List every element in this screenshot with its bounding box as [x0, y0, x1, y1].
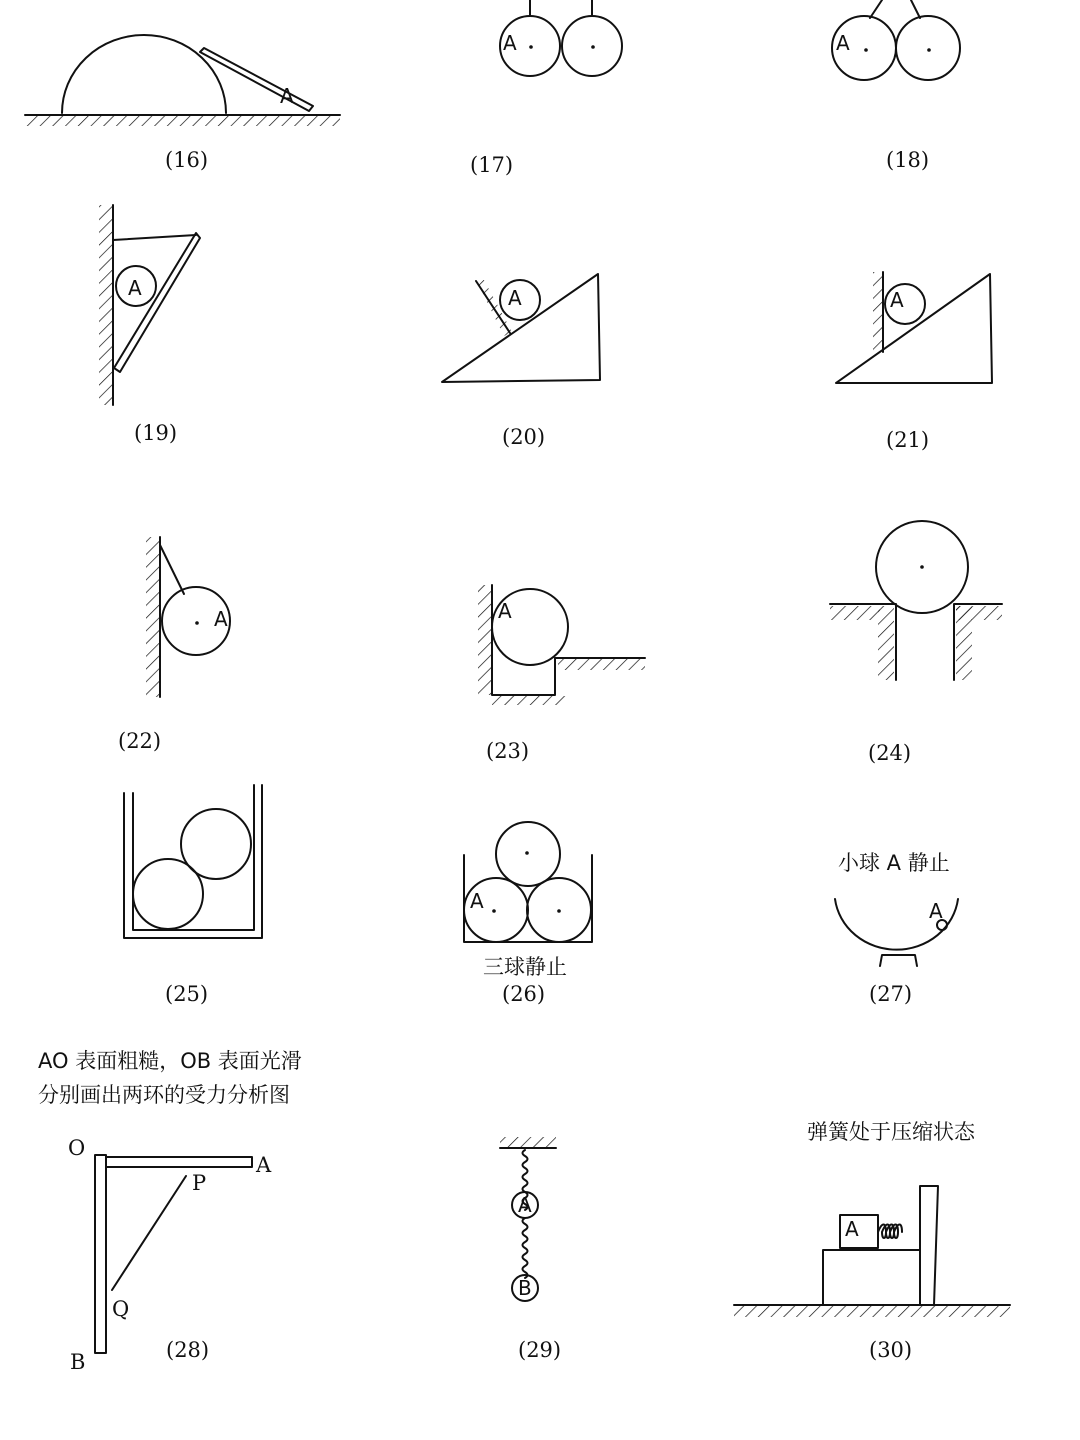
figure-16	[25, 35, 340, 172]
horizontal-bar-oa	[106, 1157, 252, 1167]
top-ball-center	[525, 851, 529, 855]
ball-center	[195, 621, 199, 625]
point-o-label: O	[68, 1136, 86, 1160]
figure-17	[470, 0, 622, 177]
support-string	[113, 235, 196, 240]
figure-23	[478, 585, 645, 763]
step-hatch	[558, 658, 645, 670]
vertical-board	[920, 1186, 938, 1305]
figure-label-26: (26)	[502, 982, 546, 1006]
object-a-label: A	[890, 288, 904, 312]
container	[124, 785, 262, 938]
figure-26	[464, 822, 592, 1006]
ball-a-center	[864, 48, 868, 52]
point-p-label: P	[192, 1171, 207, 1195]
object-a-label: A	[128, 276, 142, 300]
left-wall-hatch	[478, 585, 492, 695]
ball-b-center	[591, 45, 595, 49]
ball-a-center	[529, 45, 533, 49]
caption-spring-compressed: 弹簧处于压缩状态	[807, 1120, 975, 1144]
figure-21	[836, 272, 992, 452]
object-a-label: A	[518, 1193, 532, 1217]
figure-label-17: (17)	[470, 153, 514, 177]
figure-label-29: (29)	[518, 1338, 562, 1362]
figure-label-18: (18)	[886, 148, 930, 172]
figure-label-23: (23)	[486, 739, 530, 763]
figure-22	[118, 537, 230, 753]
ball-b-center	[927, 48, 931, 52]
figure-label-30: (30)	[869, 1338, 913, 1362]
figure-label-27: (27)	[869, 982, 913, 1006]
step-outline	[492, 585, 645, 695]
figure-20	[442, 274, 600, 449]
connecting-rod-pq	[112, 1176, 186, 1290]
ball-a-center	[492, 909, 496, 913]
right-ball-center	[557, 909, 561, 913]
caption-ball-a-static: 小球 A 静止	[838, 851, 950, 875]
incline-wall	[476, 281, 510, 333]
figure-label-21: (21)	[886, 428, 930, 452]
object-a-label: A	[508, 286, 522, 310]
wedge	[836, 274, 992, 383]
vertical-bar-ob	[95, 1155, 106, 1353]
left-slot-wall-hatch	[878, 606, 894, 680]
object-a-label: A	[498, 599, 512, 623]
ground-hatch	[25, 116, 340, 126]
ceiling-hatch	[500, 1137, 556, 1147]
right-slot-wall-hatch	[956, 606, 972, 680]
figure-label-28: (28)	[166, 1338, 210, 1362]
left-ledge-hatch	[830, 606, 880, 620]
figure-27	[835, 851, 958, 1006]
point-a-label: A	[256, 1153, 272, 1177]
object-a-label: A	[214, 607, 228, 631]
figure-18	[832, 0, 960, 172]
ball-center	[920, 565, 924, 569]
figure-label-22: (22)	[118, 729, 162, 753]
wall-hatch	[99, 205, 113, 405]
object-a-label: A	[280, 84, 294, 108]
figure-label-19: (19)	[134, 421, 178, 445]
wall-hatch	[146, 537, 160, 697]
caption-three-balls: 三球静止	[483, 955, 567, 979]
floor-hatch	[492, 696, 567, 705]
figure-19	[99, 205, 200, 445]
point-b-label: B	[70, 1350, 86, 1374]
lower-block	[823, 1250, 920, 1305]
figure-24	[830, 521, 1002, 765]
object-a-label: A	[929, 899, 943, 923]
figure-25	[124, 785, 262, 1006]
compressed-spring	[878, 1225, 902, 1239]
object-b-label: B	[518, 1276, 532, 1300]
figure-label-24: (24)	[868, 741, 912, 765]
hanging-string	[160, 545, 184, 594]
slanted-board	[114, 233, 200, 372]
object-a-label: A	[836, 31, 850, 55]
figure-30	[734, 1120, 1010, 1362]
figure-label-25: (25)	[165, 982, 209, 1006]
figure-label-16: (16)	[165, 148, 209, 172]
object-a-label: A	[470, 889, 484, 913]
figure-29	[500, 1137, 561, 1362]
bowl-base	[880, 955, 917, 966]
point-q-label: Q	[112, 1297, 130, 1321]
figure-label-20: (20)	[502, 425, 546, 449]
wall-hatch	[873, 272, 883, 352]
object-a-label: A	[845, 1217, 859, 1241]
lower-ball	[133, 859, 203, 929]
note-instruction: 分别画出两环的受力分析图	[38, 1083, 290, 1107]
object-a-label: A	[503, 31, 517, 55]
figure-28	[38, 1049, 302, 1374]
hemisphere-outline	[62, 35, 226, 113]
ground-hatch	[734, 1306, 1010, 1317]
note-surface-roughness: AO 表面粗糙，OB 表面光滑	[38, 1049, 302, 1073]
lower-spring	[523, 1218, 528, 1278]
hanging-strings	[530, 0, 592, 15]
ball-b	[896, 16, 960, 80]
hanging-strings	[870, 0, 920, 18]
